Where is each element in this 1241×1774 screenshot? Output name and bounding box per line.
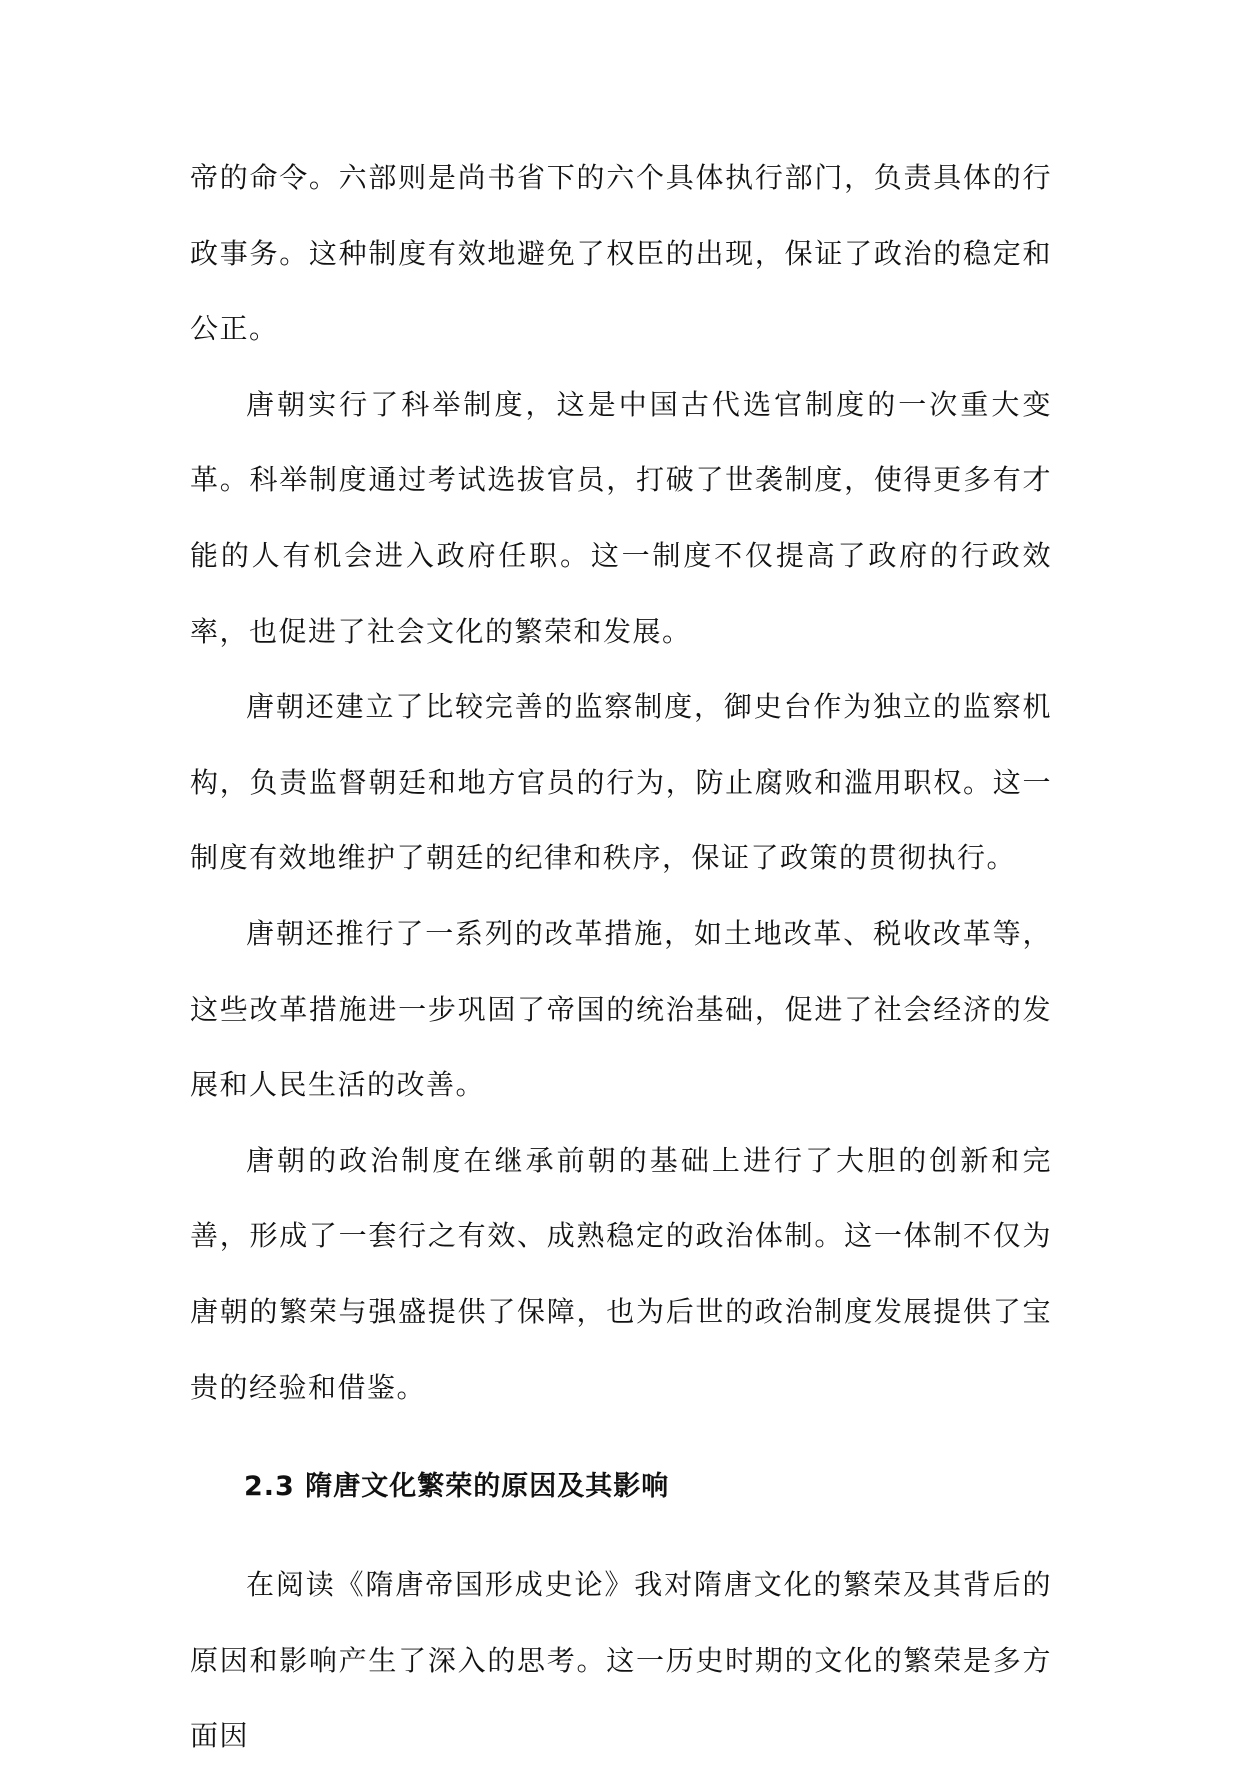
paragraph-supervision: 唐朝还建立了比较完善的监察制度，御史台作为独立的监察机构，负责监督朝廷和地方官员的行为，防止腐败和滥用职权。这一制度有效地维护了朝廷的纪律和秩序，保证了政策的贯彻执行。	[190, 690, 1052, 875]
paragraph-culture-intro: 在阅读《隋唐帝国形成史论》我对隋唐文化的繁荣及其背后的原因和影响产生了深入的思考。这一历史时期的文化的繁荣是多方面因	[190, 1568, 1052, 1753]
document-page	[190, 140, 1052, 1774]
section-heading: 2.3 隋唐文化繁荣的原因及其影响	[244, 1471, 670, 1503]
paragraph-reforms: 唐朝还推行了一系列的改革措施，如土地改革、税收改革等，这些改革措施进一步巩固了帝国的统治基础，促进了社会经济的发展和人民生活的改善。	[190, 916, 1052, 1102]
paragraph-imperial-exam: 唐朝实行了科举制度，这是中国古代选官制度的一次重大变革。科举制度通过考试选拔官员，打破了世袭制度，使得更多有才能的人有机会进入政府任职。这一制度不仅提高了政府的行政效率，也促进了社会文化的繁荣和发展。	[190, 387, 1052, 648]
paragraph-continuation: 帝的命令。六部则是尚书省下的六个具体执行部门，负责具体的行政事务。这种制度有效地避免了权臣的出现，保证了政治的稳定和公正。	[190, 161, 1052, 346]
paragraph-political-system: 唐朝的政治制度在继承前朝的基础上进行了大胆的创新和完善，形成了一套行之有效、成熟稳定的政治体制。这一体制不仅为唐朝的繁荣与强盛提供了保障，也为后世的政治制度发展提供了宝贵的经验和借鉴。	[190, 1143, 1052, 1404]
